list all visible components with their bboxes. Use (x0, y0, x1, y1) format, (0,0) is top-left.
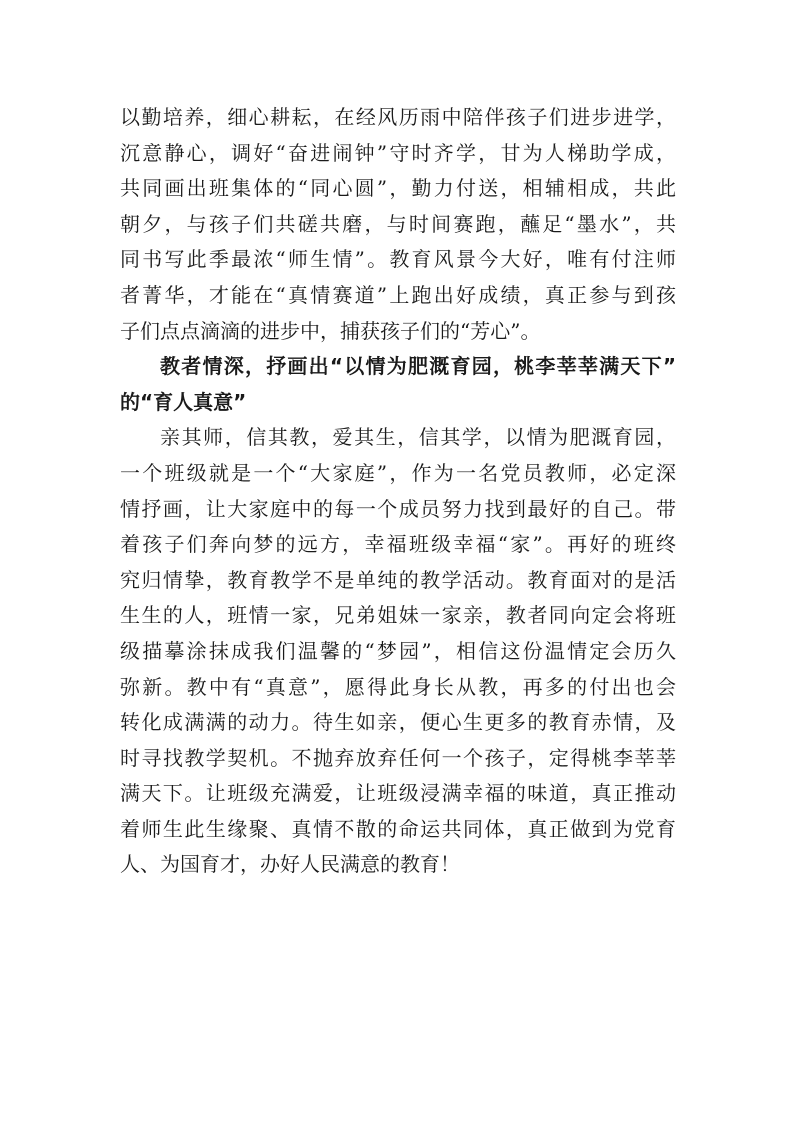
section-heading (120, 349, 676, 420)
text-line: 同书写此季最浓“师生情”。教育风景今大好，唯有付注师 (120, 247, 676, 272)
text-line: 者菁华，才能在“真情赛道”上跑出好成绩，真正参与到孩 (120, 282, 676, 307)
text-line: 着孩子们奔向梦的远方，幸福班级幸福“家”。再好的班终 (120, 532, 676, 557)
text-line: 究归情挚，教育教学不是单纯的教学活动。教育面对的是活 (120, 567, 676, 592)
document-page (120, 100, 676, 883)
text-line: 一个班级就是一个“大家庭”，作为一名党员教师，必定深 (120, 460, 676, 485)
text-line: 生生的人，班情一家，兄弟姐妹一家亲，教者同向定会将班 (120, 603, 676, 628)
paragraph-2 (120, 420, 676, 883)
text-line: 弥新。教中有“真意”，愿得此身长从教，再多的付出也会 (120, 674, 676, 699)
text-line: 以勤培养，细心耕耘，在经风历雨中陪伴孩子们进步进学， (120, 105, 676, 129)
text-line: 着师生此生缘聚、真情不散的命运共同体，真正做到为党育 (120, 816, 676, 841)
text-line: 转化成满满的动力。待生如亲，便心生更多的教育赤情，及 (120, 710, 676, 735)
text-line: 级描摹涂抹成我们温馨的“梦园”，相信这份温情定会历久 (120, 638, 676, 663)
heading-line: 教者情深，抒画出“以情为肥溉育园，桃李莘莘满天下” (160, 354, 676, 379)
text-line: 情抒画，让大家庭中的每一个成员努力找到最好的自己。带 (120, 496, 676, 521)
text-line: 沉意静心，调好“奋进闹钟”守时齐学，甘为人梯助学成， (120, 140, 676, 165)
text-line: 共同画出班集体的“同心圆”，勤力付送，相辅相成，共此 (120, 176, 676, 201)
text-line: 子们点点滴滴的进步中，捕获孩子们的“芳心”。 (120, 318, 541, 343)
paragraph-1 (120, 100, 676, 349)
text-line: 朝夕，与孩子们共磋共磨，与时间赛跑，蘸足“墨水”，共 (120, 211, 676, 236)
text-line: 亲其师，信其教，爱其生，信其学，以情为肥溉育园， (160, 425, 676, 450)
text-line: 人、为国育才，办好人民满意的教育！ (120, 852, 460, 877)
text-line: 满天下。让班级充满爱，让班级浸满幸福的味道，真正推动 (120, 781, 676, 806)
text-line: 时寻找教学契机。不抛弃放弃任何一个孩子，定得桃李莘莘 (120, 745, 676, 770)
heading-line: 的“育人真意” (120, 389, 247, 414)
